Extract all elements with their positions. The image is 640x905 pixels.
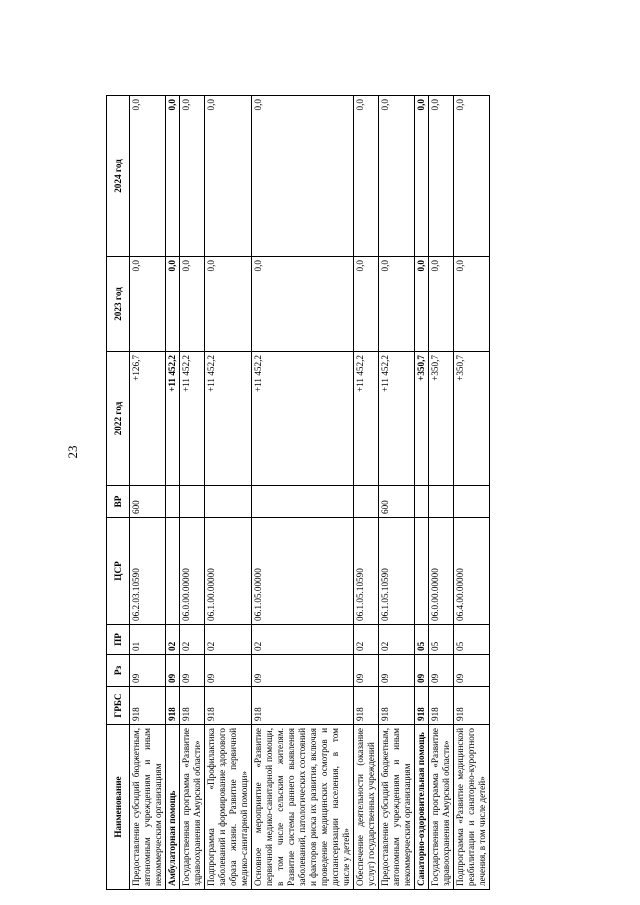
cell-vr: [252, 486, 354, 518]
cell-grbs: 918: [166, 687, 180, 725]
cell-2022: +350,7: [415, 352, 429, 486]
cell-name: Государственная программа «Развитие здравоохранения Амурской области»: [180, 725, 205, 890]
cell-2022: +11 452,2: [354, 352, 379, 486]
cell-grbs: 918: [180, 687, 205, 725]
cell-rz: 09: [130, 655, 166, 687]
cell-vr: [166, 486, 180, 518]
cell-vr: [429, 486, 454, 518]
cell-vr: [454, 486, 490, 518]
cell-name: Санаторно-оздоровительная помощь: [415, 725, 429, 890]
cell-pr: 02: [354, 625, 379, 655]
table-row: [454, 96, 490, 890]
cell-csr: [166, 518, 180, 625]
cell-2022: +11 452,2: [252, 352, 354, 486]
cell-name: Основное мероприятие «Развитие первичной медико-санитарной помощи, в том числе сельским жителям. Развитие системы раннего выявления заболеваний, патологических состояний и факторов риска их развития, включая проведение медицинских осмотров и диспансеризации населения, в том числе у детей»: [252, 725, 354, 890]
cell-2024: 0,0: [252, 96, 354, 257]
cell-2022: +11 452,2: [379, 352, 415, 486]
cell-vr: [205, 486, 252, 518]
cell-vr: [415, 486, 429, 518]
cell-csr: 06.4.00.00000: [454, 518, 490, 625]
cell-pr: 01: [130, 625, 166, 655]
cell-name: Обеспечение деятельности (оказание услуг) государственных учреждений: [354, 725, 379, 890]
cell-pr: 02: [166, 625, 180, 655]
cell-csr: 06.1.05.10590: [354, 518, 379, 625]
cell-pr: 02: [252, 625, 354, 655]
table-row: [379, 96, 415, 890]
cell-2024: 0,0: [205, 96, 252, 257]
header-2024: 2024 год: [107, 96, 130, 257]
header-grbs: ГРБС: [107, 687, 130, 725]
cell-2023: 0,0: [166, 257, 180, 352]
cell-rz: 09: [379, 655, 415, 687]
cell-2022: +11 452,2: [166, 352, 180, 486]
table-body: [130, 96, 490, 890]
cell-name: Государственная программа «Развитие здравоохранения Амурской области»: [429, 725, 454, 890]
cell-csr: 06.1.00.00000: [205, 518, 252, 625]
cell-grbs: 918: [252, 687, 354, 725]
cell-2024: 0,0: [454, 96, 490, 257]
table-row: [180, 96, 205, 890]
cell-2022: +11 452,2: [205, 352, 252, 486]
cell-name: Амбулаторная помощь: [166, 725, 180, 890]
budget-table: [106, 95, 490, 890]
cell-rz: 09: [205, 655, 252, 687]
cell-pr: 05: [415, 625, 429, 655]
cell-rz: 09: [252, 655, 354, 687]
table-row: [205, 96, 252, 890]
cell-csr: 06.0.00.00000: [180, 518, 205, 625]
cell-2023: 0,0: [205, 257, 252, 352]
cell-2024: 0,0: [429, 96, 454, 257]
cell-name: Предоставление субсидий бюджетным, автономным учреждениям и иным некоммерческим организациям: [379, 725, 415, 890]
page-number: 23: [65, 445, 80, 459]
cell-2024: 0,0: [180, 96, 205, 257]
cell-2023: 0,0: [130, 257, 166, 352]
cell-grbs: 918: [415, 687, 429, 725]
cell-2023: 0,0: [429, 257, 454, 352]
cell-pr: 02: [180, 625, 205, 655]
cell-vr: [354, 486, 379, 518]
cell-2022: +350,7: [429, 352, 454, 486]
table-row: [415, 96, 429, 890]
cell-rz: 09: [429, 655, 454, 687]
cell-2024: 0,0: [130, 96, 166, 257]
cell-vr: 600: [379, 486, 415, 518]
cell-2023: 0,0: [415, 257, 429, 352]
cell-rz: 09: [454, 655, 490, 687]
cell-2023: 0,0: [454, 257, 490, 352]
cell-2022: +11 452,2: [180, 352, 205, 486]
cell-pr: 02: [205, 625, 252, 655]
header-2022: 2022 год: [107, 352, 130, 486]
cell-grbs: 918: [205, 687, 252, 725]
cell-2024: 0,0: [379, 96, 415, 257]
table-row: [252, 96, 354, 890]
cell-rz: 09: [180, 655, 205, 687]
cell-rz: 09: [166, 655, 180, 687]
cell-2024: 0,0: [415, 96, 429, 257]
table-row: [130, 96, 166, 890]
cell-pr: 05: [429, 625, 454, 655]
table-row: [429, 96, 454, 890]
cell-grbs: 918: [130, 687, 166, 725]
cell-rz: 09: [415, 655, 429, 687]
budget-table-frame: [106, 96, 536, 890]
cell-vr: [180, 486, 205, 518]
header-2023: 2023 год: [107, 257, 130, 352]
header-csr: ЦСР: [107, 518, 130, 625]
header-pr: ПР: [107, 625, 130, 655]
table-header-row: [107, 96, 130, 890]
cell-pr: 05: [454, 625, 490, 655]
header-name: Наименование: [107, 725, 130, 890]
cell-pr: 02: [379, 625, 415, 655]
header-rz: Рз: [107, 655, 130, 687]
cell-csr: [415, 518, 429, 625]
cell-vr: 600: [130, 486, 166, 518]
cell-2023: 0,0: [379, 257, 415, 352]
cell-2024: 0,0: [166, 96, 180, 257]
cell-2023: 0,0: [180, 257, 205, 352]
cell-2023: 0,0: [252, 257, 354, 352]
cell-name: Предоставление субсидий бюджетным, автономным учреждениям и иным некоммерческим организациям: [130, 725, 166, 890]
cell-grbs: 918: [454, 687, 490, 725]
cell-2022: +126,7: [130, 352, 166, 486]
table-row: [166, 96, 180, 890]
cell-grbs: 918: [379, 687, 415, 725]
cell-name: Подпрограмма «Профилактика заболеваний и формирование здорового образа жизни. Развитие первичной медико-санитарной помощи»: [205, 725, 252, 890]
table-row: [354, 96, 379, 890]
cell-grbs: 918: [429, 687, 454, 725]
cell-csr: 06.2.03.10590: [130, 518, 166, 625]
cell-csr: 06.1.05.10590: [379, 518, 415, 625]
cell-grbs: 918: [354, 687, 379, 725]
cell-2023: 0,0: [354, 257, 379, 352]
cell-name: Подпрограмма «Развитие медицинской реабилитации и санаторно-курортного лечения, в том числе детей»: [454, 725, 490, 890]
cell-2024: 0,0: [354, 96, 379, 257]
cell-csr: 06.0.00.00000: [429, 518, 454, 625]
cell-csr: 06.1.05.00000: [252, 518, 354, 625]
cell-2022: +350,7: [454, 352, 490, 486]
header-vr: ВР: [107, 486, 130, 518]
rotated-table-wrapper: [106, 96, 536, 890]
cell-rz: 09: [354, 655, 379, 687]
